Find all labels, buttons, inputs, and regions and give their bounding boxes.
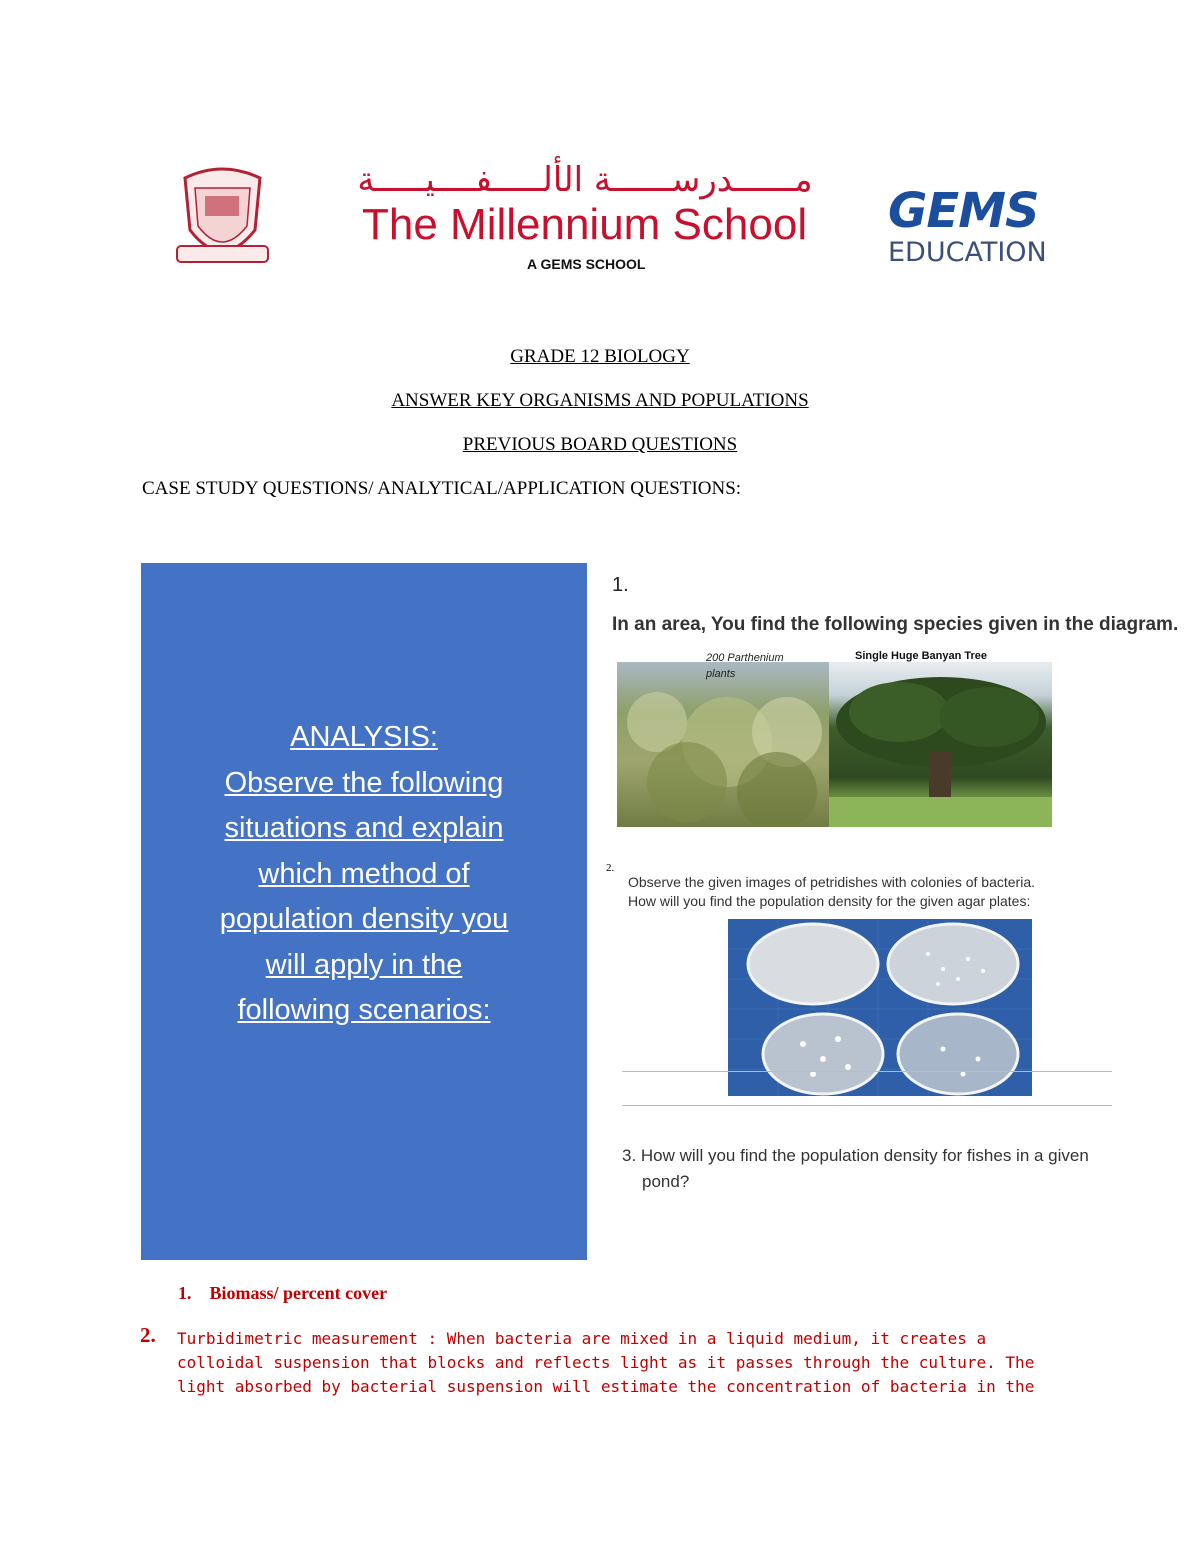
panel-line: which method of	[258, 857, 470, 890]
question-1-number: 1.	[612, 574, 629, 596]
banyan-tree-photo	[829, 662, 1052, 827]
gems-education-label: EDUCATION	[888, 237, 1047, 268]
question-3-line: 3. How will you find the population density for fishes in a given	[622, 1146, 1089, 1165]
parthenium-caption-line: plants	[706, 668, 736, 680]
answer-2-text: Turbidimetric measurement : When bacteria are mixed in a liquid medium, it creates a colloidal suspension that blocks and reflects light as it passes through the culture. The light absorbed by bacterial suspension will estimate the concentration of bacteria in the	[177, 1329, 1035, 1396]
question-2-line: Observe the given images of petridishes with colonies of bacteria.	[628, 874, 1035, 890]
panel-line: situations and explain	[224, 812, 504, 844]
question-3-line: pond?	[642, 1172, 690, 1191]
parthenium-caption	[706, 650, 784, 682]
parthenium-caption-line: 200 Parthenium	[706, 652, 784, 664]
answer-1-number: 1.	[178, 1283, 192, 1303]
question-1-text: In an area, You find the following species given in the diagram.	[612, 614, 1179, 635]
divider-line	[622, 1105, 1112, 1106]
school-arabic-name: مــــــدرســــــة الألـــــفــــيـــــة	[357, 160, 813, 200]
answer-key-title: ANSWER KEY ORGANISMS AND POPULATIONS	[391, 390, 809, 411]
banyan-caption: Single Huge Banyan Tree	[855, 650, 988, 662]
panel-line: following scenarios:	[237, 994, 491, 1026]
question-2-text	[628, 873, 1035, 911]
analysis-panel-text	[141, 715, 587, 1034]
school-crest-logo	[165, 160, 280, 275]
answer-2-number: 2.	[140, 1323, 156, 1347]
parthenium-plants-photo	[617, 662, 829, 827]
petri-dishes-photo	[728, 919, 1032, 1096]
panel-line: will apply in the	[265, 948, 463, 981]
gems-logo: GEMS	[888, 183, 1039, 239]
answer-1-text: Biomass/ percent cover	[209, 1283, 388, 1303]
panel-line: population density you	[219, 903, 509, 935]
previous-questions-title: PREVIOUS BOARD QUESTIONS	[462, 434, 738, 455]
question-3-text	[622, 1143, 1089, 1195]
panel-line: ANALYSIS:	[290, 721, 438, 753]
question-2-line: How will you find the population density for the given agar plates:	[628, 893, 1031, 909]
case-study-heading: CASE STUDY QUESTIONS/ ANALYTICAL/APPLICATION QUESTIONS:	[142, 478, 742, 499]
school-subtitle: A GEMS SCHOOL	[527, 256, 646, 272]
school-name: The Millennium School	[362, 200, 808, 249]
grade-title: GRADE 12 BIOLOGY	[510, 346, 690, 367]
question-2-number: 2.	[606, 862, 615, 874]
panel-line: Observe the following	[224, 766, 504, 799]
divider-line	[622, 1071, 1112, 1072]
answer-1	[178, 1283, 387, 1304]
